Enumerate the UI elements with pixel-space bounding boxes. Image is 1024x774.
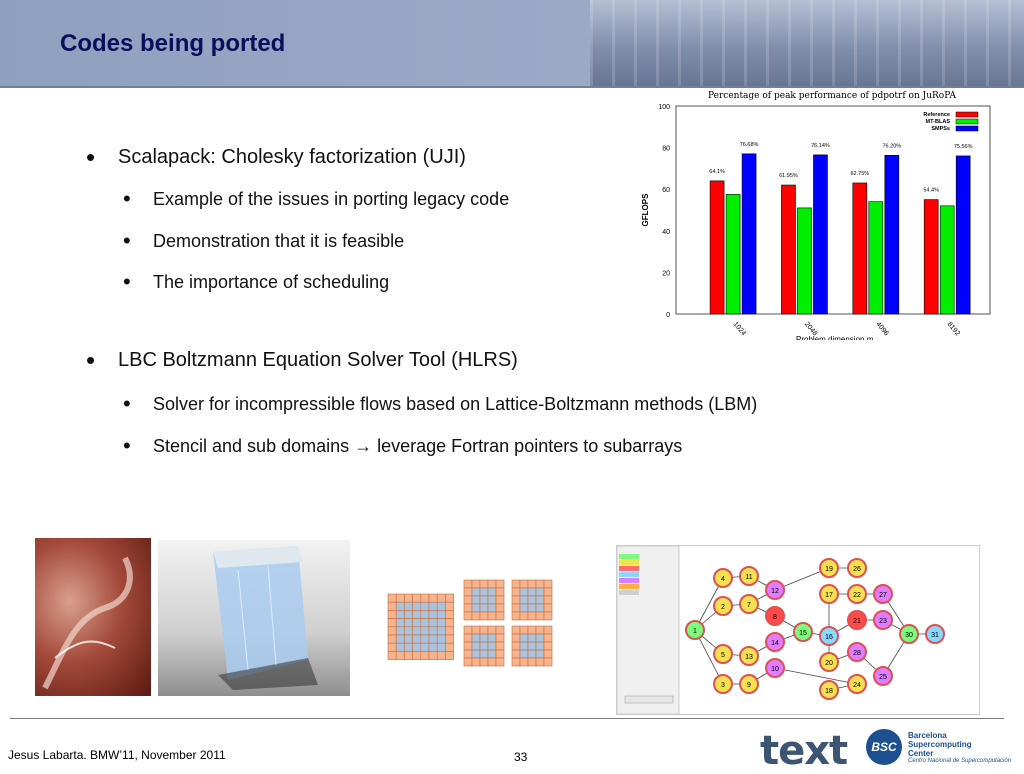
- grid-halo-cell: [544, 604, 552, 612]
- grid-interior-cell: [520, 588, 528, 596]
- grid-interior-cell: [413, 619, 421, 627]
- sub-bullet-text: Demonstration that it is feasible: [153, 231, 405, 251]
- y-tick-label: 40: [662, 228, 670, 236]
- sub-bullet-text: The importance of scheduling: [153, 272, 390, 292]
- grid-halo-cell: [388, 619, 396, 627]
- grid-halo-cell: [520, 612, 528, 620]
- grid-halo-cell: [536, 658, 544, 666]
- grid-halo-cell: [464, 642, 472, 650]
- grid-interior-cell: [429, 627, 437, 635]
- footer-divider: [10, 718, 1004, 719]
- grid-interior-cell: [488, 650, 496, 658]
- graph-legend-swatch: [619, 578, 639, 583]
- grid-interior-cell: [396, 602, 404, 610]
- grid-halo-cell: [388, 651, 396, 659]
- stencil-subdomain-diagram: [386, 576, 558, 668]
- x-tick-label: 2048: [802, 320, 819, 338]
- grid-halo-cell: [544, 658, 552, 666]
- bullet-dot: •: [123, 391, 131, 416]
- grid-interior-cell: [437, 602, 445, 610]
- grid-halo-cell: [528, 612, 536, 620]
- stencil-grid-svg: [386, 576, 558, 668]
- graph-legend-swatch: [619, 584, 639, 589]
- grid-halo-cell: [404, 594, 412, 602]
- grid-halo-cell: [445, 651, 453, 659]
- graph-legend-swatch: [619, 572, 639, 577]
- grid-halo-cell: [536, 580, 544, 588]
- grid-interior-cell: [429, 602, 437, 610]
- grid-halo-cell: [464, 626, 472, 634]
- grid-halo-cell: [464, 580, 472, 588]
- x-tick-label: 8192: [945, 320, 962, 338]
- grid-interior-cell: [404, 619, 412, 627]
- graph-node-label: 9: [747, 682, 751, 689]
- graph-node-label: 11: [745, 574, 753, 581]
- grid-halo-cell: [520, 626, 528, 634]
- grid-interior-cell: [536, 596, 544, 604]
- sub-bullet-item: [123, 433, 683, 458]
- graph-node-label: 17: [825, 592, 833, 599]
- grid-halo-cell: [429, 651, 437, 659]
- bullet-text: Scalapack: Cholesky factorization (UJI): [118, 146, 466, 168]
- grid-interior-cell: [396, 619, 404, 627]
- legend-swatch: [956, 126, 978, 131]
- grid-interior-cell: [488, 588, 496, 596]
- grid-halo-cell: [404, 651, 412, 659]
- graph-legend-swatch: [619, 566, 639, 571]
- grid-halo-cell: [512, 596, 520, 604]
- grid-halo-cell: [488, 612, 496, 620]
- grid-halo-cell: [544, 642, 552, 650]
- data-label: 76.20%: [882, 143, 902, 150]
- grid-halo-cell: [480, 658, 488, 666]
- grid-interior-cell: [472, 596, 480, 604]
- grid-interior-cell: [472, 604, 480, 612]
- grid-halo-cell: [388, 627, 396, 635]
- grid-halo-cell: [544, 612, 552, 620]
- graph-node-label: 25: [879, 674, 887, 681]
- grid-halo-cell: [528, 580, 536, 588]
- grid-halo-cell: [445, 635, 453, 643]
- grid-interior-cell: [396, 610, 404, 618]
- grid-halo-cell: [445, 602, 453, 610]
- graph-legend-swatch: [619, 554, 639, 559]
- bsc-logo-text: [908, 731, 972, 758]
- graph-node-label: 22: [853, 592, 861, 599]
- graph-node-label: 7: [747, 602, 751, 609]
- bar-smpss: [742, 154, 756, 314]
- bsc-logo-line: Barcelona: [908, 731, 947, 740]
- grid-interior-cell: [429, 610, 437, 618]
- graph-node-label: 15: [799, 630, 807, 637]
- grid-halo-cell: [544, 596, 552, 604]
- grid-halo-cell: [496, 580, 504, 588]
- grid-halo-cell: [528, 626, 536, 634]
- graph-legend-swatch: [619, 590, 639, 595]
- bullet-dot: •: [86, 345, 96, 375]
- grid-interior-cell: [536, 588, 544, 596]
- bullet-item: [86, 142, 466, 172]
- bullet-dot: •: [86, 142, 96, 172]
- grid-halo-cell: [512, 626, 520, 634]
- y-tick-label: 0: [666, 312, 670, 319]
- grid-interior-cell: [536, 634, 544, 642]
- grid-interior-cell: [520, 634, 528, 642]
- y-axis-label: GFLOPS: [641, 193, 650, 227]
- header-photo: [590, 0, 1024, 86]
- grid-halo-cell: [413, 651, 421, 659]
- grid-interior-cell: [480, 634, 488, 642]
- grid-halo-cell: [520, 580, 528, 588]
- data-label: 76.68%: [739, 141, 759, 148]
- bsc-logo-mark: BSC: [866, 729, 902, 765]
- bar-smpss: [956, 156, 970, 314]
- bullet-dot: •: [123, 269, 131, 294]
- performance-chart: [638, 90, 994, 340]
- grid-interior-cell: [413, 610, 421, 618]
- graph-side-panel: [617, 546, 679, 714]
- grid-halo-cell: [445, 619, 453, 627]
- grid-halo-cell: [396, 594, 404, 602]
- bar-reference: [710, 181, 724, 314]
- grid-interior-cell: [437, 627, 445, 635]
- bar-mt-blas: [797, 208, 811, 314]
- grid-interior-cell: [429, 635, 437, 643]
- x-tick-label: 1024: [731, 320, 747, 338]
- grid-halo-cell: [388, 610, 396, 618]
- footer-author: Jesus Labarta. BMW’11, November 2011: [8, 748, 226, 762]
- data-label: 62.75%: [850, 170, 870, 177]
- grid-interior-cell: [520, 650, 528, 658]
- grid-interior-cell: [472, 588, 480, 596]
- grid-interior-cell: [536, 642, 544, 650]
- grid-halo-cell: [421, 594, 429, 602]
- grid-interior-cell: [528, 642, 536, 650]
- grid-halo-cell: [388, 643, 396, 651]
- text-project-logo: text: [760, 728, 848, 774]
- grid-halo-cell: [388, 602, 396, 610]
- grid-interior-cell: [480, 604, 488, 612]
- graph-legend-swatch: [619, 560, 639, 565]
- graph-node-label: 30: [905, 632, 913, 639]
- grid-halo-cell: [496, 596, 504, 604]
- grid-halo-cell: [536, 612, 544, 620]
- grid-halo-cell: [496, 612, 504, 620]
- grid-halo-cell: [488, 580, 496, 588]
- grid-interior-cell: [396, 643, 404, 651]
- bar-mt-blas: [869, 202, 883, 314]
- bullet-dot: •: [123, 228, 131, 253]
- grid-halo-cell: [480, 580, 488, 588]
- grid-interior-cell: [536, 604, 544, 612]
- data-label: 54.4%: [923, 187, 939, 194]
- bsc-logo-line: Center: [908, 749, 934, 758]
- grid-halo-cell: [445, 643, 453, 651]
- grid-interior-cell: [472, 634, 480, 642]
- graph-node-label: 24: [853, 682, 861, 689]
- grid-halo-cell: [472, 626, 480, 634]
- graph-node-label: 27: [879, 592, 887, 599]
- header-divider: [0, 86, 1024, 88]
- grid-interior-cell: [421, 602, 429, 610]
- grid-interior-cell: [404, 610, 412, 618]
- grid-halo-cell: [464, 604, 472, 612]
- grid-interior-cell: [528, 634, 536, 642]
- grid-interior-cell: [404, 602, 412, 610]
- grid-halo-cell: [464, 612, 472, 620]
- sub-bullet-text: Solver for incompressible flows based on Lattice-Boltzmann methods (LBM): [153, 394, 758, 414]
- grid-halo-cell: [437, 651, 445, 659]
- graph-node-label: 19: [825, 566, 833, 573]
- grid-interior-cell: [404, 627, 412, 635]
- grid-halo-cell: [388, 594, 396, 602]
- grid-interior-cell: [404, 635, 412, 643]
- grid-interior-cell: [429, 643, 437, 651]
- bullet-dot: •: [123, 186, 131, 211]
- grid-halo-cell: [496, 642, 504, 650]
- page-number: 33: [514, 750, 528, 764]
- grid-interior-cell: [528, 650, 536, 658]
- bar-mt-blas: [726, 194, 740, 314]
- data-label: 64.1%: [709, 168, 725, 175]
- graph-node-label: 23: [879, 618, 887, 625]
- grid-halo-cell: [445, 627, 453, 635]
- graph-node-label: 5: [721, 652, 725, 659]
- graph-node-label: 18: [825, 688, 833, 695]
- grid-halo-cell: [512, 612, 520, 620]
- grid-interior-cell: [437, 635, 445, 643]
- grid-interior-cell: [421, 619, 429, 627]
- grid-halo-cell: [472, 612, 480, 620]
- grid-halo-cell: [472, 580, 480, 588]
- grid-halo-cell: [496, 650, 504, 658]
- legend-label: SMPSs: [931, 126, 950, 132]
- grid-halo-cell: [437, 594, 445, 602]
- grid-halo-cell: [445, 594, 453, 602]
- grid-halo-cell: [536, 626, 544, 634]
- grid-halo-cell: [488, 626, 496, 634]
- graph-node-label: 12: [771, 588, 779, 595]
- graph-node-label: 20: [825, 660, 833, 667]
- grid-interior-cell: [520, 604, 528, 612]
- grid-interior-cell: [437, 610, 445, 618]
- legend-label: MT-BLAS: [925, 119, 950, 125]
- grid-halo-cell: [464, 588, 472, 596]
- graph-node-label: 1: [693, 628, 697, 635]
- sub-bullet-item: [123, 391, 758, 416]
- fluid-simulation-image: [158, 540, 350, 696]
- sub-bullet-text: Stencil and sub domains → leverage Fortran pointers to subarrays: [153, 436, 683, 456]
- data-label: 61.95%: [779, 173, 798, 180]
- graph-node-label: 26: [853, 566, 861, 573]
- grid-halo-cell: [528, 658, 536, 666]
- graph-node-label: 28: [853, 650, 861, 657]
- grid-interior-cell: [472, 642, 480, 650]
- graph-node-label: 21: [853, 618, 861, 625]
- grid-halo-cell: [396, 651, 404, 659]
- grid-interior-cell: [413, 643, 421, 651]
- task-graph-svg: [617, 546, 979, 714]
- grid-halo-cell: [464, 596, 472, 604]
- grid-halo-cell: [413, 594, 421, 602]
- grid-halo-cell: [512, 642, 520, 650]
- grid-halo-cell: [464, 650, 472, 658]
- graph-node-label: 14: [771, 640, 779, 647]
- x-axis-label: Problem dimension m: [796, 335, 874, 340]
- y-tick-label: 100: [658, 104, 670, 111]
- y-tick-label: 80: [662, 145, 670, 153]
- grid-interior-cell: [520, 642, 528, 650]
- grid-interior-cell: [437, 619, 445, 627]
- grid-halo-cell: [480, 626, 488, 634]
- grid-halo-cell: [512, 650, 520, 658]
- bar-reference: [853, 183, 867, 314]
- grid-interior-cell: [520, 596, 528, 604]
- task-graph-screenshot: [616, 545, 980, 715]
- sub-bullet-item: [123, 186, 510, 211]
- grid-halo-cell: [512, 580, 520, 588]
- grid-halo-cell: [464, 634, 472, 642]
- grid-interior-cell: [480, 596, 488, 604]
- bar-smpss: [885, 155, 899, 314]
- sub-bullet-item: [123, 269, 390, 294]
- grid-halo-cell: [544, 580, 552, 588]
- legend-swatch: [956, 112, 978, 117]
- artery-render-image: [35, 538, 151, 696]
- slide-title: Codes being ported: [60, 30, 286, 57]
- grid-halo-cell: [488, 658, 496, 666]
- chart-title: Percentage of peak performance of pdpotrf on JuRoPA: [708, 91, 956, 101]
- grid-interior-cell: [480, 642, 488, 650]
- artery-render-svg: [35, 538, 151, 696]
- graph-node-label: 3: [721, 682, 725, 689]
- grid-interior-cell: [480, 650, 488, 658]
- legend-label: Reference: [923, 112, 950, 118]
- grid-halo-cell: [544, 626, 552, 634]
- grid-interior-cell: [404, 643, 412, 651]
- grid-interior-cell: [480, 588, 488, 596]
- grid-interior-cell: [413, 602, 421, 610]
- grid-interior-cell: [421, 610, 429, 618]
- grid-halo-cell: [496, 626, 504, 634]
- bullet-item: [86, 345, 518, 375]
- grid-halo-cell: [512, 634, 520, 642]
- fluid-simulation-svg: [158, 540, 350, 696]
- grid-halo-cell: [512, 588, 520, 596]
- bullet-dot: •: [123, 433, 131, 458]
- bar-smpss: [813, 155, 827, 314]
- y-tick-label: 60: [662, 187, 670, 195]
- graph-node-label: 16: [825, 634, 833, 641]
- graph-node-label: 2: [721, 604, 725, 611]
- grid-interior-cell: [488, 604, 496, 612]
- grid-interior-cell: [488, 642, 496, 650]
- grid-interior-cell: [413, 635, 421, 643]
- grid-halo-cell: [512, 604, 520, 612]
- bullet-text: LBC Boltzmann Equation Solver Tool (HLRS): [118, 349, 518, 371]
- grid-interior-cell: [472, 650, 480, 658]
- grid-interior-cell: [488, 596, 496, 604]
- grid-halo-cell: [496, 634, 504, 642]
- grid-halo-cell: [429, 594, 437, 602]
- bar-reference: [781, 185, 795, 314]
- data-label: 75.56%: [953, 143, 973, 150]
- data-label: 76.14%: [811, 142, 830, 149]
- grid-interior-cell: [421, 627, 429, 635]
- grid-interior-cell: [528, 596, 536, 604]
- graph-node-label: 8: [773, 614, 777, 621]
- grid-halo-cell: [512, 658, 520, 666]
- grid-interior-cell: [528, 604, 536, 612]
- graph-edge: [775, 668, 857, 684]
- grid-interior-cell: [421, 635, 429, 643]
- grid-interior-cell: [429, 619, 437, 627]
- sub-bullet-item: [123, 228, 405, 253]
- grid-halo-cell: [496, 658, 504, 666]
- bar-reference: [924, 200, 938, 314]
- grid-halo-cell: [544, 634, 552, 642]
- graph-node-label: 13: [745, 654, 753, 661]
- y-tick-label: 20: [662, 270, 670, 278]
- grid-halo-cell: [388, 635, 396, 643]
- graph-node-label: 4: [721, 576, 725, 583]
- grid-halo-cell: [445, 610, 453, 618]
- graph-node-label: 10: [771, 666, 779, 673]
- grid-halo-cell: [544, 588, 552, 596]
- grid-interior-cell: [528, 588, 536, 596]
- grid-interior-cell: [488, 634, 496, 642]
- grid-halo-cell: [496, 604, 504, 612]
- grid-interior-cell: [396, 635, 404, 643]
- bsc-logo-subtitle: Centro Nacional de Supercomputación: [908, 758, 1012, 764]
- grid-halo-cell: [472, 658, 480, 666]
- bar-mt-blas: [940, 206, 954, 314]
- grid-halo-cell: [520, 658, 528, 666]
- grid-interior-cell: [437, 643, 445, 651]
- legend-swatch: [956, 119, 978, 124]
- graph-node-label: 31: [931, 632, 939, 639]
- x-tick-label: 4096: [874, 320, 890, 338]
- bsc-logo-line: Supercomputing: [908, 740, 972, 749]
- grid-halo-cell: [480, 612, 488, 620]
- graph-panel-button: [625, 696, 673, 703]
- grid-halo-cell: [544, 650, 552, 658]
- grid-interior-cell: [536, 650, 544, 658]
- grid-halo-cell: [421, 651, 429, 659]
- grid-interior-cell: [396, 627, 404, 635]
- grid-halo-cell: [464, 658, 472, 666]
- grid-halo-cell: [496, 588, 504, 596]
- grid-interior-cell: [413, 627, 421, 635]
- sub-bullet-text: Example of the issues in porting legacy code: [153, 189, 510, 209]
- performance-chart-svg: [638, 90, 994, 340]
- grid-interior-cell: [421, 643, 429, 651]
